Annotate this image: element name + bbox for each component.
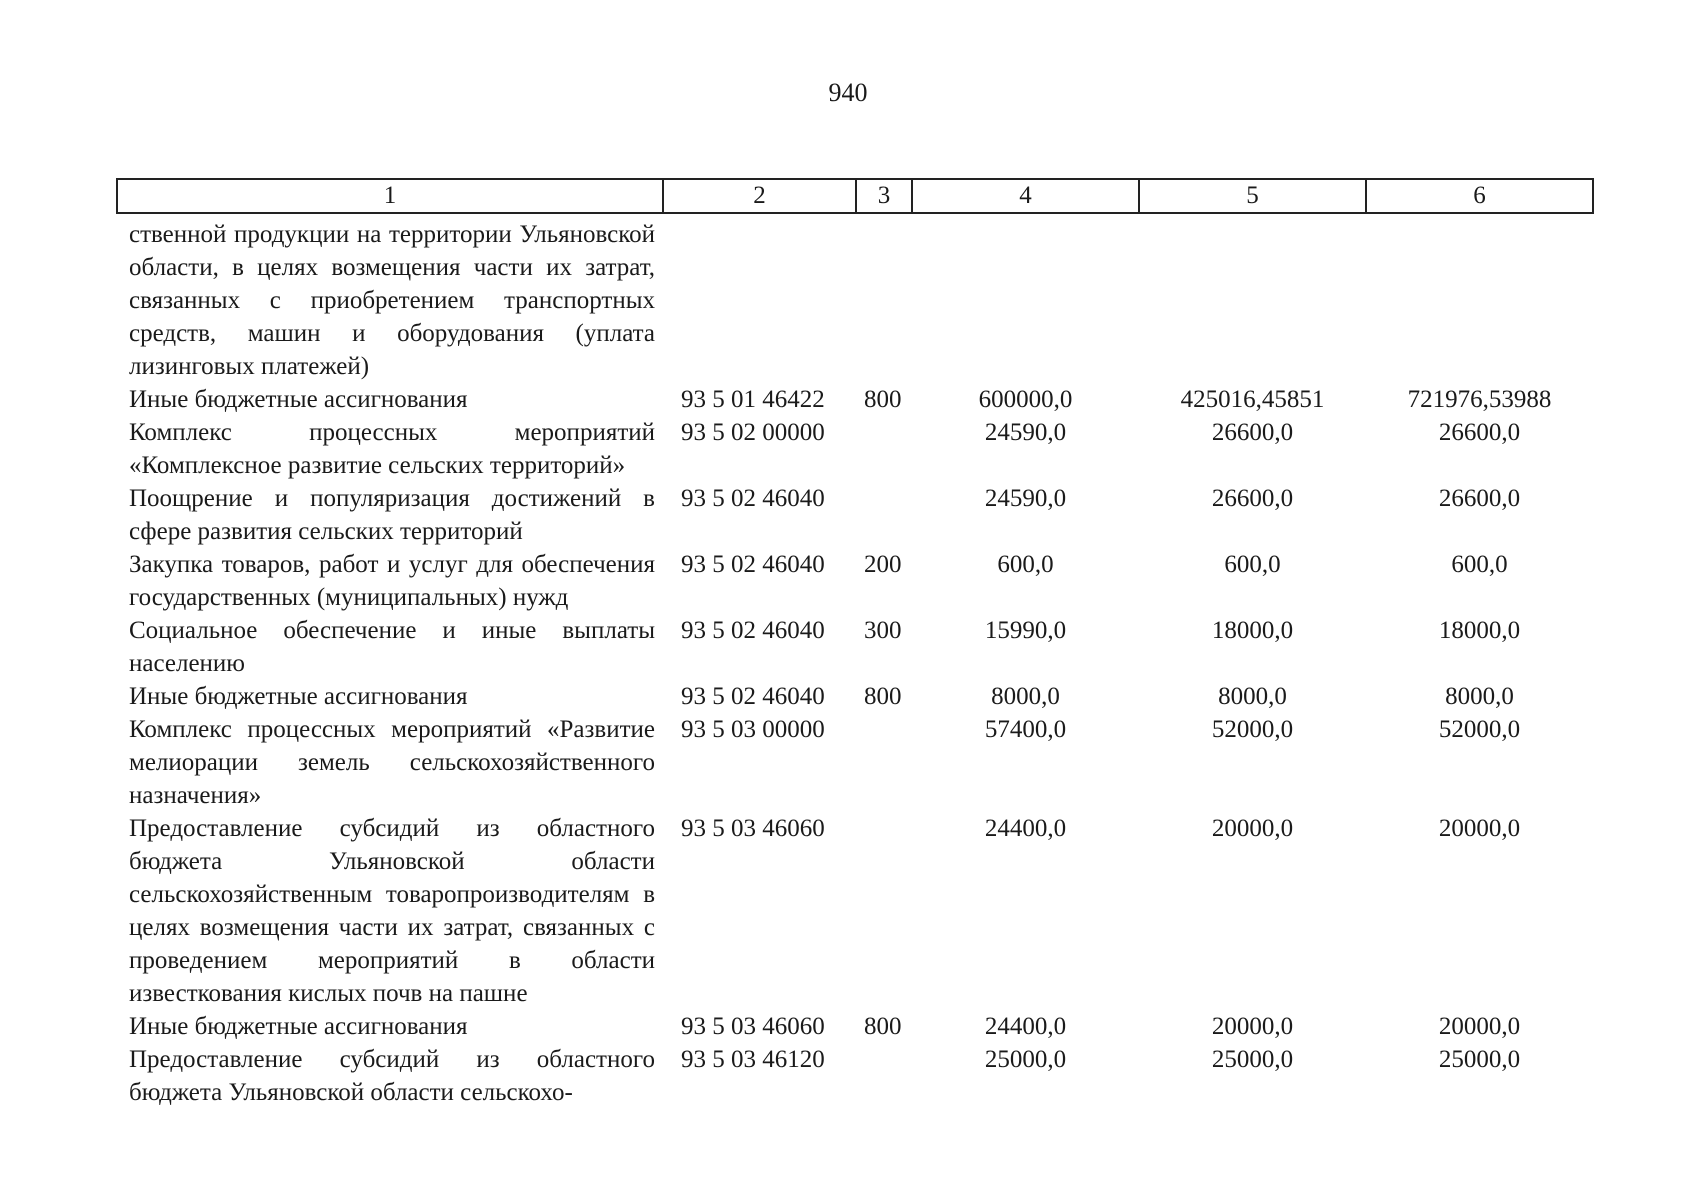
row-value-col6: 600,0	[1451, 551, 1508, 578]
header-col-4: 4	[912, 179, 1139, 213]
row-name-cell: ственной продукции на территории Ульяновской области, в целях возмещения части их затрат, связанных с приобретением транспортных средств, машин и оборудования (уплата лизинговых платежей)	[129, 221, 655, 380]
row-value-col4: 24400,0	[984, 1013, 1067, 1040]
budget-table	[116, 178, 1594, 1109]
row-type-cell: 800	[864, 386, 902, 413]
row-code-cell: 93 5 03 46060	[681, 815, 825, 842]
row-value-col5: 26600,0	[1211, 485, 1294, 512]
row-value-col6: 52000,0	[1438, 716, 1521, 743]
row-value-col6: 20000,0	[1438, 815, 1521, 842]
row-value-col6: 20000,0	[1438, 1013, 1521, 1040]
row-value-col6: 8000,0	[1445, 683, 1514, 710]
row-type-cell: 300	[864, 617, 902, 644]
row-code-cell: 93 5 03 46060	[681, 1013, 825, 1040]
row-value-col6: 25000,0	[1438, 1046, 1521, 1073]
row-type-cell: 800	[864, 1013, 902, 1040]
row-code-cell: 93 5 02 46040	[681, 485, 825, 512]
row-type-cell	[856, 812, 912, 1010]
row-name-cell: Комплекс процессных мероприятий «Комплексное развитие сельских территорий»	[129, 419, 655, 479]
row-value-col5: 52000,0	[1211, 716, 1294, 743]
row-value-col4: 24590,0	[984, 419, 1067, 446]
row-value-col6: 26600,0	[1438, 485, 1521, 512]
row-value-col6: 18000,0	[1438, 617, 1521, 644]
table-header	[117, 179, 1593, 213]
table-row	[117, 548, 1593, 614]
table-row	[117, 1010, 1593, 1043]
row-code-cell: 93 5 02 46040	[681, 683, 825, 710]
row-code-cell: 93 5 02 46040	[681, 551, 825, 578]
row-value-col6: 26600,0	[1438, 419, 1521, 446]
row-code-cell: 93 5 02 46040	[681, 617, 825, 644]
table-row	[117, 680, 1593, 713]
row-value-col4: 15990,0	[984, 617, 1067, 644]
row-value-col5	[1139, 213, 1366, 383]
row-type-cell: 800	[864, 683, 902, 710]
row-value-col5: 18000,0	[1211, 617, 1294, 644]
row-value-col4: 24590,0	[984, 485, 1067, 512]
row-type-cell	[856, 213, 912, 383]
table-row	[117, 614, 1593, 680]
table-row	[117, 482, 1593, 548]
row-name-cell: Предоставление субсидий из областного бюджета Ульяновской области сельскохо-	[129, 1046, 655, 1106]
row-value-col4	[912, 213, 1139, 383]
row-value-col6	[1366, 213, 1593, 383]
row-value-col5: 8000,0	[1218, 683, 1287, 710]
budget-table-container	[116, 178, 1592, 1109]
page-number: 940	[828, 78, 868, 107]
row-name-cell: Иные бюджетные ассигнования	[129, 683, 468, 710]
row-code-cell: 93 5 03 00000	[681, 716, 825, 743]
row-value-col4: 8000,0	[991, 683, 1060, 710]
row-type-cell: 200	[864, 551, 902, 578]
row-value-col5: 425016,45851	[1180, 386, 1325, 413]
row-value-col5: 25000,0	[1211, 1046, 1294, 1073]
row-code-cell: 93 5 03 46120	[681, 1046, 825, 1073]
row-value-col5: 20000,0	[1211, 815, 1294, 842]
row-type-cell	[856, 482, 912, 548]
header-row	[117, 179, 1593, 213]
table-row	[117, 713, 1593, 812]
row-value-col4: 24400,0	[984, 815, 1067, 842]
row-name-cell: Закупка товаров, работ и услуг для обеспечения государственных (муниципальных) нужд	[129, 551, 655, 611]
row-value-col4: 600,0	[997, 551, 1054, 578]
header-col-2: 2	[663, 179, 856, 213]
row-value-col5: 26600,0	[1211, 419, 1294, 446]
header-col-3: 3	[856, 179, 912, 213]
table-row	[117, 213, 1593, 383]
row-value-col5: 20000,0	[1211, 1013, 1294, 1040]
row-name-cell: Иные бюджетные ассигнования	[129, 1013, 468, 1040]
row-type-cell	[856, 416, 912, 482]
row-value-col5: 600,0	[1224, 551, 1281, 578]
table-row	[117, 812, 1593, 1010]
row-value-col4: 25000,0	[984, 1046, 1067, 1073]
row-name-cell: Иные бюджетные ассигнования	[129, 386, 468, 413]
header-col-1: 1	[117, 179, 663, 213]
row-value-col4: 57400,0	[984, 716, 1067, 743]
table-row	[117, 416, 1593, 482]
row-code-cell: 93 5 01 46422	[681, 386, 825, 413]
row-value-col4: 600000,0	[978, 386, 1073, 413]
table-row	[117, 383, 1593, 416]
row-type-cell	[856, 713, 912, 812]
row-name-cell: Комплекс процессных мероприятий «Развитие мелиорации земель сельскохозяйственного назначения»	[129, 716, 655, 809]
header-col-6: 6	[1366, 179, 1593, 213]
header-col-5: 5	[1139, 179, 1366, 213]
row-name-cell: Социальное обеспечение и иные выплаты населению	[129, 617, 655, 677]
table-body	[117, 213, 1593, 1109]
row-name-cell: Предоставление субсидий из областного бюджета Ульяновской области сельскохозяйственным товаропроизводителям в целях возмещения части их затрат, связанных с проведением мероприятий в области известкования кислых почв на пашне	[129, 815, 655, 1007]
table-row	[117, 1043, 1593, 1109]
row-value-col6: 721976,53988	[1407, 386, 1552, 413]
row-name-cell: Поощрение и популяризация достижений в сфере развития сельских территорий	[129, 485, 655, 545]
row-type-cell	[856, 1043, 912, 1109]
row-code-cell	[663, 213, 856, 383]
row-code-cell: 93 5 02 00000	[681, 419, 825, 446]
